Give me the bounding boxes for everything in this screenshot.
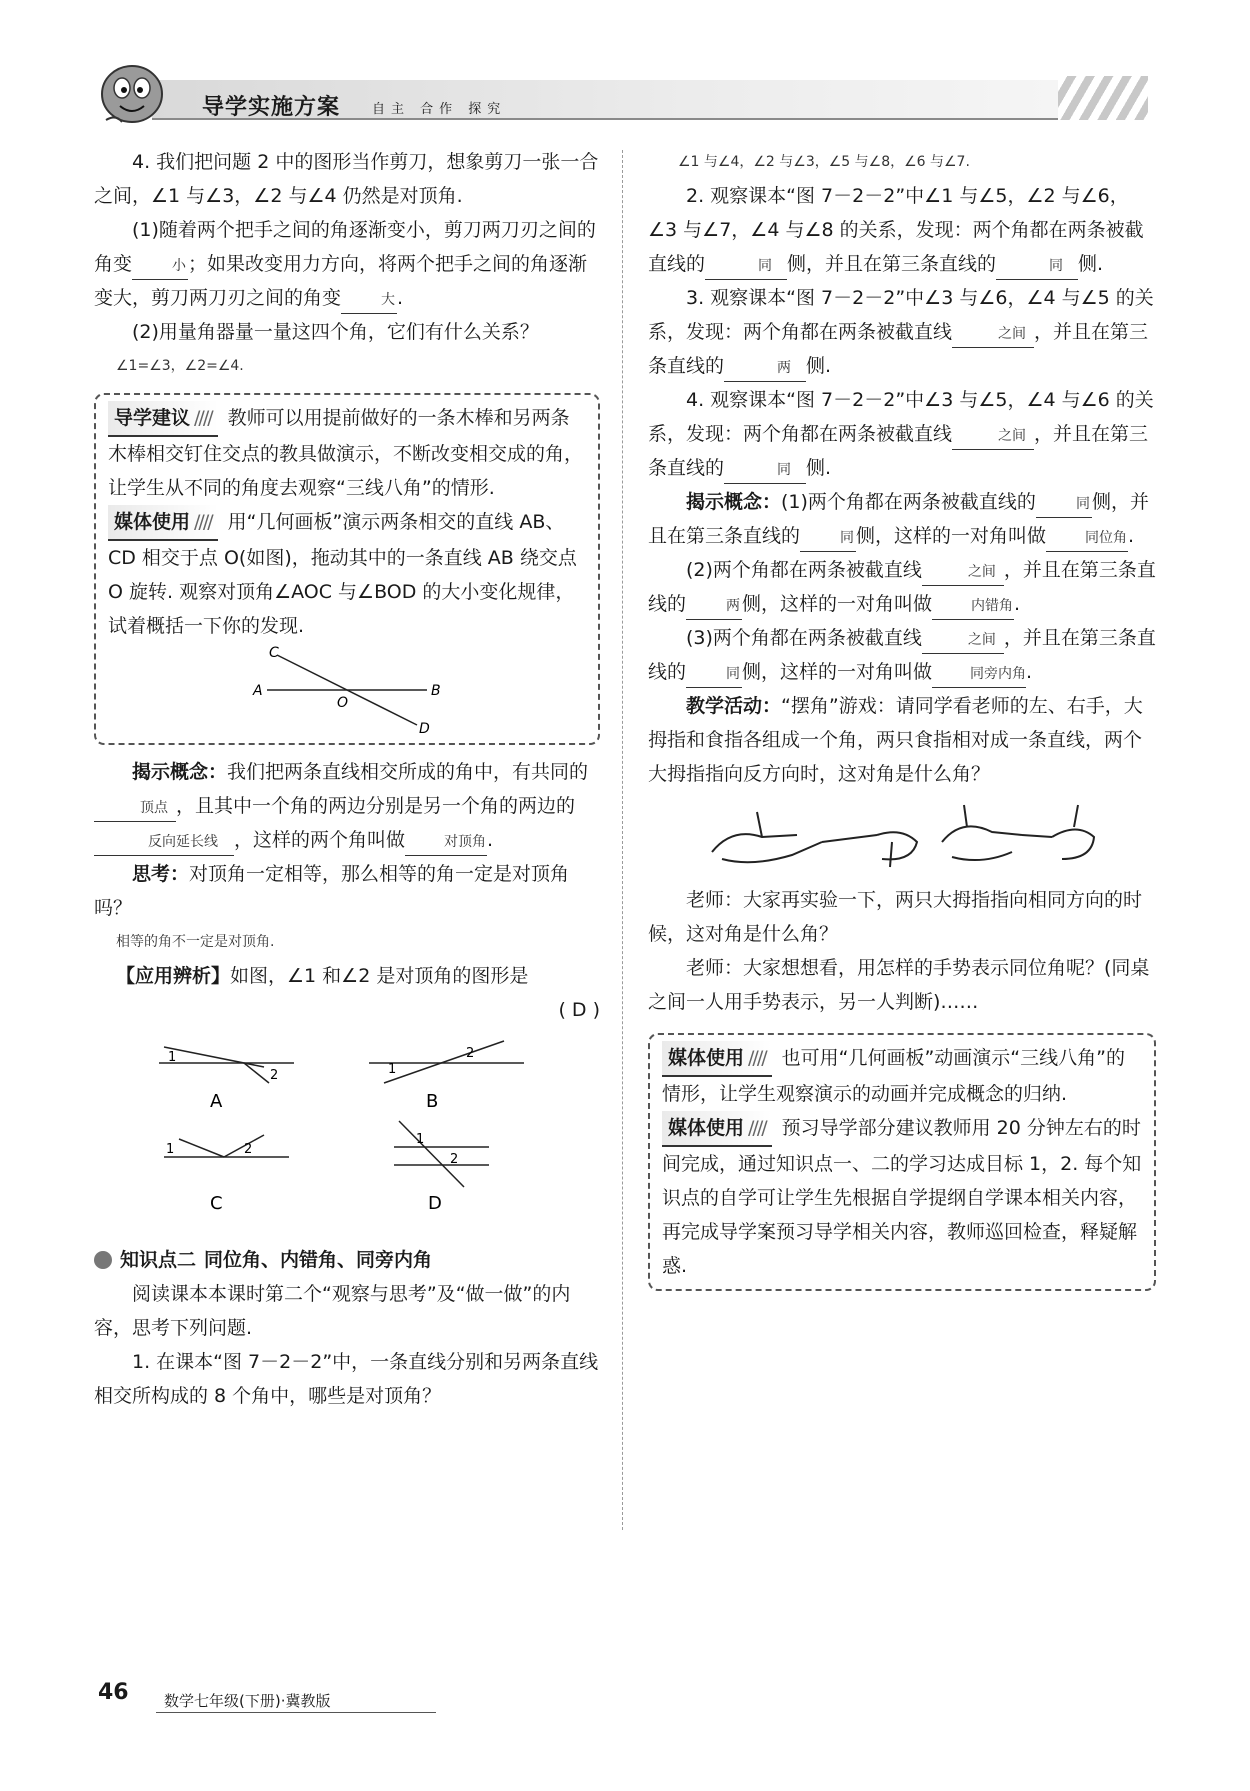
footer-rule [156, 1712, 436, 1713]
answer-blank: 同 [996, 253, 1078, 280]
answer-question-2: ∠1=∠3，∠2=∠4. [116, 358, 244, 374]
answer-blank: 小 [132, 253, 188, 280]
answer-blank: 同位角 [1046, 525, 1128, 552]
header-subtitle: 自主 合作 探究 [372, 102, 507, 117]
options-figure [94, 1027, 594, 1237]
footer-book-title: 数学七年级(下册)·冀教版 [164, 1692, 331, 1710]
paragraph-scissors: 4. 我们把问题 2 中的图形当作剪刀，想象剪刀一张一合之间，∠1 与∠3，∠2 与∠4 仍然是对顶角. [94, 151, 599, 207]
right-question-1: 1. 在课本“图 7－2－2”中，一条直线分别和另两条直线相交所构成的 8 个角中，哪些是对顶角？ [94, 1351, 599, 1407]
svg-text:2: 2 [244, 1142, 253, 1157]
tag-guide-suggestion: 导学建议 //// [108, 401, 218, 437]
svg-text:2: 2 [270, 1068, 279, 1083]
media-use-text: 也可用“几何画板”动画演示“三线八角”的情形，让学生观察演示的动画并完成概念的归纳. [662, 1047, 1125, 1105]
page-footer [90, 1680, 450, 1720]
concept-1-corresponding: 揭示概念：(1)两个角都在两条被截直线的 同 侧，并且在第三条直线的 同 侧，这样的一对角叫做 同位角. [648, 485, 1156, 553]
answer-blank: 同旁内角 [932, 661, 1026, 688]
option-b-label: B [426, 1091, 439, 1112]
answer-blank: 同 [686, 661, 742, 688]
punctuation: . [397, 287, 404, 309]
application-tag: 【应用辨析】 [116, 965, 231, 987]
answer-blank: 之间 [922, 627, 1004, 654]
answer-blank: 之间 [952, 423, 1034, 450]
application-question: 【应用辨析】如图，∠1 和∠2 是对顶角的图形是 [116, 965, 529, 987]
concept-tag: 揭示概念： [132, 761, 228, 783]
answer-blank: 同 [724, 457, 806, 484]
media-use-text: 预习导学部分建议教师用 20 分钟左右的时间完成，通过知识点一、二的学习达成目标 1，2. 每个知识点的自学可让学生先根据自学提纲自学课本相关内容，再完成导学案预习导学相关内容，教师巡回检查，释疑解惑. [662, 1117, 1142, 1277]
answer-blank: 对顶角 [405, 829, 487, 856]
moon-icon [94, 1251, 112, 1269]
activity-tag: 教学活动： [686, 695, 782, 717]
answer-blank: 反向延长线 [94, 829, 234, 856]
hand-gesture-illustration [702, 797, 1102, 877]
teaching-activity: 教学活动：“摆角”游戏：请同学看老师的左、右手，大拇指和食指各组成一个角，两只食指相对成一条直线，两个大拇指指向反方向时，这对角是什么角？ [648, 695, 1143, 785]
option-b-figure [369, 1041, 524, 1112]
teacher-line-2: 老师：大家想想看，用怎样的手势表示同位角呢？(同桌之间一人用手势表示，另一人判断)…… [648, 957, 1150, 1013]
page-number: 46 [98, 1680, 129, 1705]
think-answer: 相等的角不一定是对顶角. [116, 934, 275, 950]
question-4-interior: 4. 观察课本“图 7－2－2”中∠3 与∠5，∠4 与∠6 的关系，发现：两个角都在两条被截直线 之间 ，并且在第三条直线的 同 侧. [648, 383, 1156, 485]
media-use-text: 用“几何画板”演示两条相交的直线 AB、CD 相交于点 O(如图)，拖动其中的一条直线 AB 绕交点 O 旋转. 观察对顶角∠AOC 与∠BOD 的大小变化规律，试着概括一下你的发现. [108, 511, 577, 637]
label-c: C [269, 645, 279, 661]
knowledge-point-heading [94, 1243, 600, 1277]
question-2: (2)用量角器量一量这四个角，它们有什么关系？ [132, 321, 539, 343]
guide-note-box [94, 393, 600, 745]
concept-3-interior: (3)两个角都在两条被截直线 之间 ，并且在第三条直线的 同 侧，这样的一对角叫做 同旁内角. [648, 621, 1156, 689]
option-d-label: D [428, 1193, 442, 1214]
option-a-label: A [210, 1091, 223, 1112]
concept-vertical-angles: 揭示概念：我们把两条直线相交所成的角中，有共同的顶点 ，且其中一个角的两边分别是另一个角的两边的反向延长线 ，这样的两个角叫做 对顶角. [94, 755, 600, 857]
answer-blank: 大 [341, 287, 397, 314]
answer-blank: 之间 [922, 559, 1004, 586]
tag-media-use: 媒体使用 //// [662, 1041, 772, 1077]
page-header [92, 60, 1148, 130]
svg-text:2: 2 [466, 1046, 475, 1061]
option-c-figure [164, 1135, 289, 1214]
tag-media-use: 媒体使用 //// [108, 505, 218, 541]
question-3-alternate: 3. 观察课本“图 7－2－2”中∠3 与∠6，∠4 与∠5 的关系，发现：两个角都在两条被截直线 之间 ，并且在第三条直线的 两 侧. [648, 281, 1156, 383]
media-note-box [648, 1033, 1156, 1291]
intersecting-lines-figure [247, 645, 447, 735]
answer-blank: 两 [724, 355, 806, 382]
answer-blank: 同 [1036, 491, 1092, 518]
svg-text:1: 1 [388, 1062, 397, 1077]
header-stripes [1058, 76, 1148, 120]
question-text: (1)随着两个把手之间的角逐渐变小，剪刀两刀刃之间的角变 [94, 219, 596, 275]
header-title: 导学实施方案 [202, 95, 341, 120]
think-question: 思考：对顶角一定相等，那么相等的角一定是对顶角吗？ [94, 863, 570, 919]
answer-question-1: ∠1 与∠4，∠2 与∠3，∠5 与∠8，∠6 与∠7. [678, 154, 970, 170]
reading-instruction: 阅读课本本课时第二个“观察与思考”及“做一做”的内容，思考下列问题. [94, 1283, 571, 1339]
column-divider [622, 150, 623, 1530]
svg-text:1: 1 [168, 1050, 177, 1065]
label-a: A [253, 683, 263, 699]
tag-media-use: 媒体使用 //// [662, 1111, 772, 1147]
concept-tag: 揭示概念： [686, 491, 782, 513]
knowledge-point-label: 知识点二 [120, 1249, 197, 1271]
option-c-label: C [210, 1193, 223, 1214]
option-a-figure [159, 1047, 294, 1112]
question-2-corresponding: 2. 观察课本“图 7－2－2”中∠1 与∠5，∠2 与∠6，∠3 与∠7，∠4 与∠8 的关系，发现：两个角都在两条被截直线的 同 侧，并且在第三条直线的 同 侧. [648, 179, 1156, 281]
answer-blank: 之间 [952, 321, 1034, 348]
teacher-line-1: 老师：大家再实验一下，两只大拇指指向相同方向的时候，这对角是什么角？ [648, 889, 1143, 945]
answer-blank: 顶点 [94, 795, 176, 822]
label-d: D [419, 721, 430, 735]
left-column [94, 145, 600, 1413]
guide-suggestion-text: 教师可以用提前做好的一条木棒和另两条木棒相交钉住交点的教具做演示，不断改变相交成的角，让学生从不同的角度去观察“三线八角”的情形. [108, 407, 584, 499]
answer-blank: 内错角 [932, 593, 1014, 620]
svg-text:1: 1 [166, 1142, 175, 1157]
think-tag: 思考： [132, 863, 190, 885]
concept-2-alternate: (2)两个角都在两条被截直线 之间 ，并且在第三条直线的 两 侧，这样的一对角叫做 内错角. [648, 553, 1156, 621]
answer-blank: 两 [686, 593, 742, 620]
question-1 [94, 213, 600, 315]
knowledge-point-title: 同位角、内错角、同旁内角 [204, 1249, 433, 1271]
question-text: ；如果改变用力方向，将两个把手之间的角逐渐变大，剪刀两刀刃之间的角变 [94, 253, 588, 309]
mascot-icon [92, 60, 172, 130]
option-d-figure [394, 1121, 489, 1214]
label-b: B [431, 683, 441, 699]
right-column [648, 145, 1156, 1301]
answer-blank: 同 [800, 525, 856, 552]
svg-text:1: 1 [416, 1132, 425, 1147]
answer-blank: 同 [705, 253, 787, 280]
application-answer: ( D ) [558, 999, 600, 1021]
svg-text:2: 2 [450, 1152, 459, 1167]
label-o: O [337, 695, 349, 711]
